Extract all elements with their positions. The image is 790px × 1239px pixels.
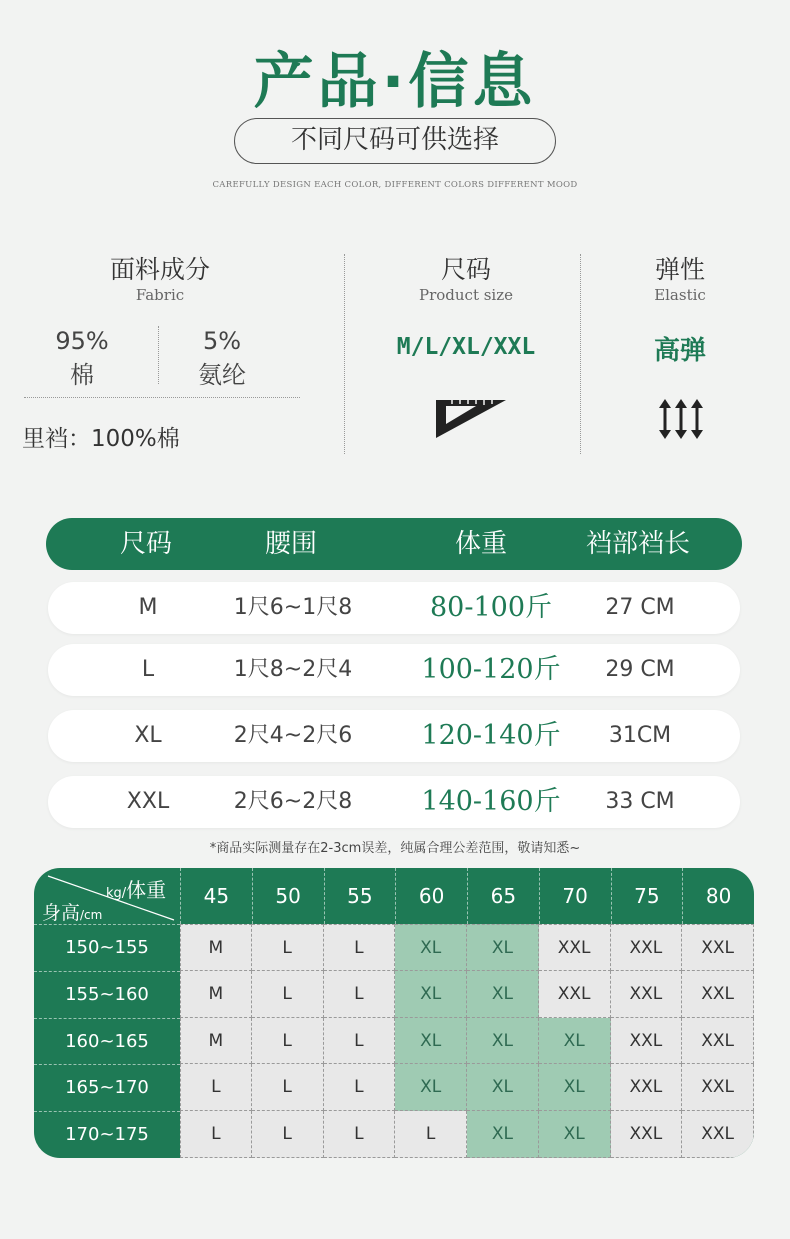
size-cell: XXL: [611, 1111, 683, 1158]
fabric-title: 面料成分: [109, 255, 210, 284]
size-cell: L: [252, 1064, 324, 1111]
stretch-arrows-icon: [658, 398, 704, 440]
row-rise: 31CM: [608, 723, 672, 748]
weight-header-50: 50: [252, 868, 324, 924]
page-title: 产品·信息: [253, 47, 537, 117]
corner-height: 身高: [42, 902, 81, 924]
row-waist: 1尺6~1尺8: [233, 595, 353, 620]
elastic-en: Elastic: [654, 286, 706, 304]
row-size: XL: [134, 723, 162, 748]
subtitle-pill: 不同尺码可供选择: [234, 118, 556, 164]
row-waist: 2尺6~2尺8: [233, 789, 353, 814]
weight-header-45: 45: [180, 868, 252, 924]
size-cell: L: [252, 1018, 324, 1065]
size-table-header-rise: 裆部裆长: [585, 529, 690, 559]
weight-header-70: 70: [539, 868, 611, 924]
size-cell: XL: [467, 971, 539, 1018]
size-en: Product size: [418, 286, 514, 304]
row-rise: 27 CM: [605, 595, 675, 620]
size-cell: L: [324, 971, 396, 1018]
size-cell: L: [324, 1018, 396, 1065]
size-cell: L: [180, 1111, 252, 1158]
row-weight: 100-120斤: [421, 654, 561, 685]
corner-weight-label: [106, 874, 166, 903]
elastic-value: 高弹: [653, 336, 706, 366]
size-cell: L: [252, 924, 324, 971]
fabric-mat-spandex: 氨纶: [198, 361, 246, 389]
tagline: CAREFULLY DESIGN EACH COLOR, DIFFERENT COLORS DIFFERENT MOOD: [212, 180, 578, 190]
weight-header-75: 75: [611, 868, 683, 924]
height-label-150~155: 150~155: [34, 924, 180, 971]
size-cell: XXL: [682, 971, 754, 1018]
size-cell: XL: [467, 1018, 539, 1065]
row-rise: 33 CM: [605, 789, 675, 814]
size-cell: XXL: [611, 1018, 683, 1065]
corner-weight: 体重: [126, 878, 167, 902]
size-title: 尺码: [440, 255, 491, 284]
size-cell: XXL: [539, 924, 611, 971]
size-cell: L: [180, 1064, 252, 1111]
corner-weight-unit: kg/: [106, 886, 127, 901]
size-cell: XL: [539, 1111, 611, 1158]
weight-header-60: 60: [395, 868, 467, 924]
size-cell: M: [180, 971, 252, 1018]
size-cell: XL: [539, 1018, 611, 1065]
size-table-row: [48, 582, 740, 634]
row-weight: 120-140斤: [421, 720, 561, 751]
weight-header-55: 55: [324, 868, 396, 924]
row-size: XXL: [126, 789, 170, 814]
size-cell: L: [324, 1064, 396, 1111]
size-cell: XL: [395, 1018, 467, 1065]
row-weight: 140-160斤: [421, 786, 561, 817]
size-cell: XXL: [682, 1064, 754, 1111]
size-cell: XL: [395, 924, 467, 971]
height-label-155~160: 155~160: [34, 971, 180, 1018]
size-cell: L: [324, 924, 396, 971]
size-cell: M: [180, 1018, 252, 1065]
size-cell: XXL: [611, 924, 683, 971]
row-size: M: [138, 595, 158, 620]
size-table-header-size: 尺码: [119, 529, 172, 559]
size-table-header: [46, 518, 742, 570]
size-recommendation-grid: [34, 868, 754, 1158]
ruler-triangle-icon: [434, 398, 508, 440]
size-cell: XL: [539, 1064, 611, 1111]
size-table-header-weight: 体重: [454, 529, 507, 559]
height-label-165~170: 165~170: [34, 1064, 180, 1111]
size-cell: L: [395, 1111, 467, 1158]
size-cell: XXL: [611, 1064, 683, 1111]
size-cell: XL: [395, 971, 467, 1018]
fabric-pct-spandex: 5%: [202, 327, 242, 355]
fabric-hdivider: [24, 397, 300, 398]
size-cell: M: [180, 924, 252, 971]
fabric-pct-cotton: 95%: [55, 327, 109, 355]
fabric-lining: 里裆：100%棉: [22, 426, 180, 452]
height-label-160~165: 160~165: [34, 1018, 180, 1065]
size-cell: XXL: [682, 924, 754, 971]
size-cell: XL: [467, 1064, 539, 1111]
size-cell: L: [252, 971, 324, 1018]
height-label-170~175: 170~175: [34, 1111, 180, 1158]
row-weight: 80-100斤: [429, 592, 552, 623]
corner-height-unit: /cm: [80, 908, 103, 922]
weight-header-80: 80: [682, 868, 754, 924]
size-cell: XXL: [682, 1111, 754, 1158]
size-cell: XXL: [611, 971, 683, 1018]
fabric-divider: [158, 326, 159, 384]
row-rise: 29 CM: [605, 657, 675, 682]
weight-header-65: 65: [467, 868, 539, 924]
size-table-row: [48, 644, 740, 696]
size-cell: L: [324, 1111, 396, 1158]
fabric-mat-cotton: 棉: [70, 361, 94, 389]
size-cell: L: [252, 1111, 324, 1158]
size-table-header-waist: 腰围: [264, 529, 317, 559]
size-range: M/L/XL/XXL: [396, 334, 536, 360]
size-cell: XL: [395, 1064, 467, 1111]
size-cell: XL: [467, 1111, 539, 1158]
fabric-en: Fabric: [135, 286, 185, 304]
row-waist: 1尺8~2尺4: [233, 657, 353, 682]
size-cell: XL: [467, 924, 539, 971]
size-table-row: [48, 710, 740, 762]
corner-height-label: [42, 898, 102, 925]
row-size: L: [141, 657, 155, 682]
size-note: *商品实际测量存在2-3cm误差，纯属合理公差范围，敬请知悉~: [209, 841, 581, 856]
row-waist: 2尺4~2尺6: [233, 723, 353, 748]
block-divider-1: [344, 254, 345, 454]
elastic-title: 弹性: [654, 255, 705, 284]
size-cell: XXL: [682, 1018, 754, 1065]
block-divider-2: [580, 254, 581, 454]
size-cell: XXL: [539, 971, 611, 1018]
size-table-row: [48, 776, 740, 828]
